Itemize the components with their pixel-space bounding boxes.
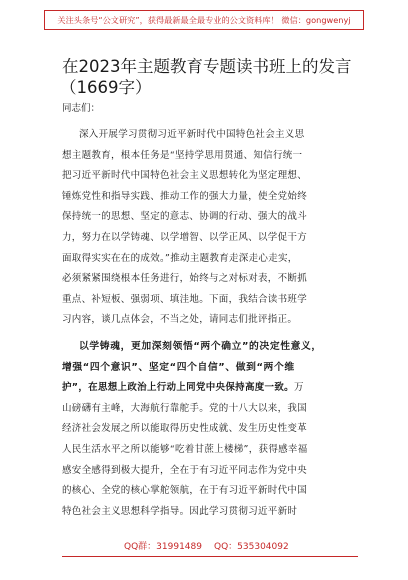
footer-divider xyxy=(62,556,358,557)
text-line: 的核心、全党的核心掌舵领航，在于有习近平新时代中国 xyxy=(62,485,308,497)
text-line: 特色社会主义思想科学指导。因此学习贯彻习近平新时 xyxy=(62,505,298,517)
promo-banner: 关注头条号“公文研究”，获得最新最全最专业的公文资料库！ 微信：gongwenyj xyxy=(44,10,364,30)
qq-group-number: QQ群：31991489 xyxy=(124,542,202,552)
title-line-2-word-count: （1669字） xyxy=(60,78,152,97)
text-line: 重点、补短板、强弱项、填洼地。下面，我结合读书班学 xyxy=(62,293,308,305)
text-fragment: 万 xyxy=(293,382,304,394)
text-line: 必须紧紧围绕根本任务进行，始终与之对标对表，不断抓 xyxy=(62,273,308,285)
text-line: 面取得实实在在的成效。”推动主题教育走深走心走实， xyxy=(62,252,298,264)
contact-footer xyxy=(0,538,408,556)
text-line: 力，努力在以学铸魂、以学增智、以学正风、以学促干方 xyxy=(62,231,308,243)
bold-heading-line: 增强“四个意识”、坚定“四个自信”、做到“两个维 xyxy=(62,361,295,373)
document-title xyxy=(62,56,382,98)
paragraph-2 xyxy=(62,337,358,522)
text-line: 习内容，谈几点体会，不当之处，请同志们批评指正。 xyxy=(62,314,298,326)
text-line: 把习近平新时代中国特色社会主义思想转化为坚定理想、 xyxy=(62,170,308,182)
text-line: 保持统一的思想、坚定的意志、协调的行动、强大的战斗 xyxy=(62,211,308,223)
text-line: 想主题教育，根本任务是“坚持学思用贯通、知信行统一 xyxy=(62,149,303,161)
text-line: 锤炼党性和指导实践、推动工作的强大力量，使全党始终 xyxy=(62,190,308,202)
document-body xyxy=(62,125,358,522)
bold-heading-end: 护”，在思想上政治上行动上同党中央保持高度一致。 xyxy=(62,382,294,394)
text-line: 深入开展学习贯彻习近平新时代中国特色社会主义思 xyxy=(79,129,305,140)
text-line: 山磅礴有主峰，大海航行靠舵手。党的十八大以来，我国 xyxy=(62,402,308,414)
text-line: 感安全感得到极大提升，全在于有习近平同志作为党中央 xyxy=(62,464,308,476)
bold-heading-line: 以学铸魂，更加深刻领悟“两个确立”的决定性意义， xyxy=(79,340,322,352)
greeting: 同志们： xyxy=(62,103,101,114)
text-line: 人民生活水平之所以能够“吃着甘蔗上楼梯”，获得感幸福 xyxy=(62,443,308,455)
qq-number: QQ：535304092 xyxy=(214,542,289,552)
text-line-mixed xyxy=(62,378,358,399)
title-line-1: 在2023年主题教育专题读书班上的发言 xyxy=(62,57,352,76)
paragraph-1 xyxy=(62,125,358,331)
text-line: 经济社会发展之所以能取得历史性成就、发生历史性变革 xyxy=(62,423,308,435)
